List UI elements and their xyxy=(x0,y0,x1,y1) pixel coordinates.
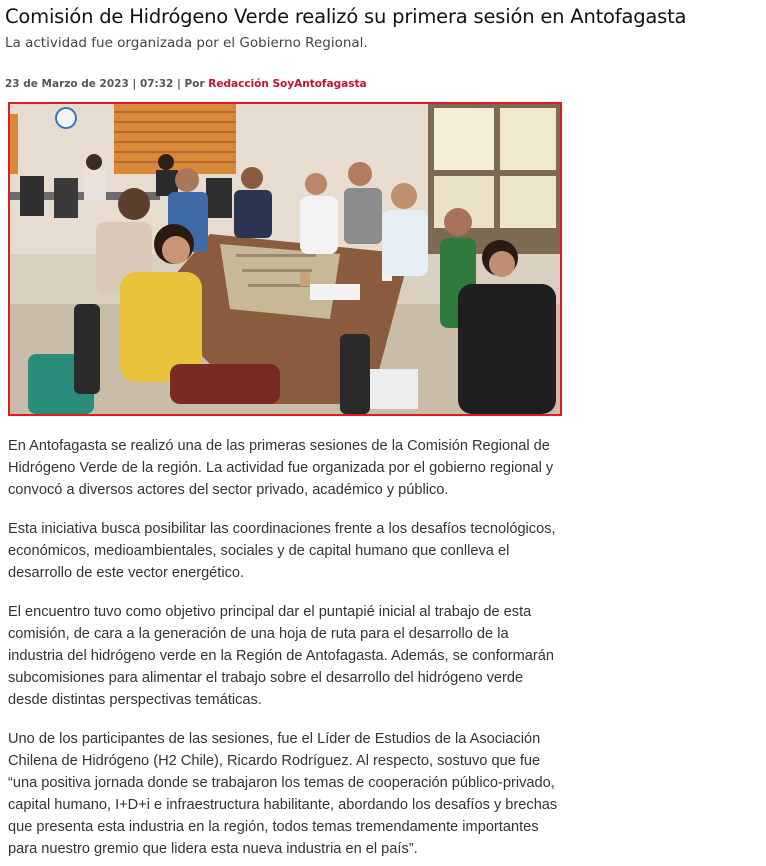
article-time: 07:32 xyxy=(139,78,174,90)
article-title: Comisión de Hidrógeno Verde realizó su primera sesión en Antofagasta xyxy=(5,5,687,28)
article-body xyxy=(8,435,564,866)
article-date: 23 de Marzo de 2023 xyxy=(5,78,129,90)
article-subtitle: La actividad fue organizada por el Gobierno Regional. xyxy=(5,35,368,51)
meta-separator: | xyxy=(132,78,137,90)
byline-label: Por xyxy=(184,78,205,90)
article-paragraph: Esta iniciativa busca posibilitar las coordinaciones frente a los desafíos tecnológicos, económicos, medioambientales, sociales y de capital humano que conlleva el desarrollo de este vector energético. xyxy=(8,521,556,581)
meta-separator: | xyxy=(177,78,181,90)
article-meta xyxy=(5,77,367,91)
author-link[interactable]: Redacción SoyAntofagasta xyxy=(208,78,367,90)
article-paragraph: El encuentro tuvo como objetivo principal dar el puntapié inicial al trabajo de esta comisión, de cara a la generación de una hoja de ruta para el desarrollo de la industria del hidrógeno verde en la Región de Antofagasta. Además, se conformarán subcomisiones para alimentar el trabajo sobre el desarrollo del hidrógeno verde desde distintas perspectivas temáticas. xyxy=(8,604,554,708)
article-photo xyxy=(8,102,562,416)
article-paragraph: Uno de los participantes de las sesiones, fue el Líder de Estudios de la Asociación Chilena de Hidrógeno (H2 Chile), Ricardo Rodríguez. Al respecto, sostuvo que fue “una positiva jornada donde se trabajaron los temas de cooperación público-privado, capital humano, I+D+i e infraestructura habilitante, abordando los desafíos y brechas que presenta esta industria en la región, todos temas tremendamente importantes para nuestro gremio que lidera esta nueva industria en el país”. xyxy=(8,731,558,857)
meeting-photo-illustration xyxy=(10,104,560,414)
article-paragraph: En Antofagasta se realizó una de las primeras sesiones de la Comisión Regional de Hidrógeno Verde de la región. La actividad fue organizada por el gobierno regional y convocó a diversos actores del sector privado, académico y público. xyxy=(8,438,554,498)
